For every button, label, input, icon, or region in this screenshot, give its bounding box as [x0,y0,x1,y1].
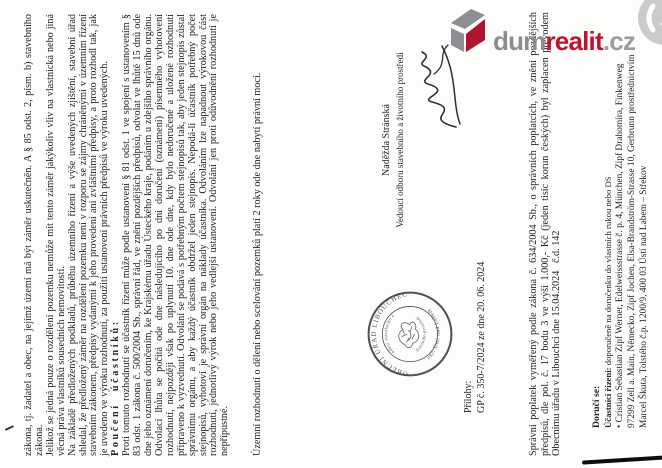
svg-text:okr. Ústí nad Labem [426,307,442,361]
participants-note: doporučeně na doručenku do vlastních rukou nebo DS [602,176,613,368]
attachments-block [463,262,488,413]
svg-text:odbor stavebního a [383,313,395,355]
logo-wordmark [493,28,635,54]
document-body [24,14,264,456]
attachments-label: Přílohy: [463,380,474,413]
stamp-text-department-2: životního prostředí [414,315,427,353]
stamp-text-authority: OBECNÍ ÚŘAD LIBOUCHEC [370,290,409,378]
paragraph-conclusion: Na základě předložených podkladů, průběhu územního řízení a výše uvedených zjištění, stavební úřad shledal, že předložený záměr na rozdělení pozemku není v rozporu se zájmy chráněnými v územním řízení stavebním zákonem, předpisy vydanými k jeho provedení ani zvláštními předpisy, a proto rozhodl tak, jak je uvedeno ve výroku rozhodnutí, za použití ustanovení právních předpisů ve výroku uvedených. [66,14,111,456]
delivery-recipient-line-2: 97299 Zell a. Main, Německo, Zipf Jochen, Elsa-Brandström-Strasse 10, Gerbrunn prostřednictvím [627,54,638,428]
fee-note: Správní poplatek vyměřený podle zákona č. 634/2004 Sb., o správních poplatcích, ve znění pozdějších předpisů, dle pol. č. 17 bodu 3 ve výši 1.000,- Kč (jeden tisíc korun českých) byl zaplacen převodem Obecnímu úřadu v Libouchci dne 15.04.2024 č.d. 142 [528,12,563,456]
paragraph-appeal-instructions: Proti tomuto rozhodnutí se účastník řízení může podle ustanovení § 81 odst. 1 ve spojení s ustanovením § 83 odst. 1 zákona č. 500/2004 Sb., správní řád, ve znění pozdějších předpisů, odvolat ve lhůtě 15 dnů ode dne jeho oznámení doručením, ke Krajskému úřadu Ústeckého kraje, podáním u zdejšího správního orgánu. Odvolací lhůta se počítá ode dne následujícího po dni doručení (oznámení) písemného vyhotovení rozhodnutí, nejpozději však po uplynutí 10. dne ode dne, kdy bylo nedoručené a uložené rozhodnutí připraveno k vyzvednutí. Odvolání se podává s potřebným počtem stejnopisů tak, aby jeden stejnopis zůstal správnímu orgánu, a aby každý účastník obdržel jeden stejnopis. Nepodá-li účastník potřebný počet stejnopisů, vyhotoví je správní orgán na náklady účastníka. Odvoláním lze napadnout výrokovou část rozhodnutí, jednotlivý výrok nebo jeho vedlejší ustanovení. Odvolání jen proti odůvodnění rozhodnutí je nepřípustné. [121,14,231,456]
logo-part-cz: .cz [602,26,636,56]
attachments-value: GP č. 350-7/2024 ze dne 20. 06. 2024 [475,261,487,413]
participants-label: Účastníci řízení: [602,367,613,428]
signatory-title: Vedoucí odboru stavebního a životního prostředí [395,52,405,228]
stamp-text-district: okr. Ústí nad Labem [425,306,442,362]
paragraph-ownership: Jelikož se jedná pouze o rozdělení pozemku nemůže mít tento záměr jakýkoliv vliv na vlastnická nebo jiná věcná práva vlastníků sousedních nemovitostí. [44,14,67,456]
dumrealit-logo [449,5,635,54]
svg-text:OBECNÍ ÚŘAD LIBOUCHEC [371,291,409,377]
stamp-emblem [399,322,419,347]
watermark-badge-icon [633,0,662,52]
logo-part-dum: dum [493,26,546,56]
delivery-participants-line [603,6,616,428]
paragraph-validity: Územní rozhodnutí o dělení nebo scelování pozemků platí 2 roky ode dne nabytí právní moci. [252,72,264,456]
official-round-stamp [364,288,456,380]
cube-3d-icon [449,5,487,53]
svg-text:životního prostředí [414,315,426,353]
paragraph-continuation: zákona, tj. žadatel a obec, na jejímž území má být záměr uskutečněn. A § 85 odst. 2, písm. b) stavebního zákona. [23,14,45,456]
logo-part-realit: realit [545,26,603,56]
signatory-name: Naděžda Stránská [381,104,392,176]
signature-block [381,36,405,244]
delivery-recipient-line-3: Marcel Škuta, Tolstého č.p. 1200/9, 400 03 Ústí nad Labem – Střekov [638,165,649,428]
delivery-heading: Doručí se: [591,385,602,428]
section-heading-pouceni: Poučení účastníků: [110,319,122,456]
delivery-recipient-line-1: • Cristian Sebastian Zipf Werner, Edelweissstrasse č. p. 4, München, Zipf Drahomíra, Finkenweg [615,63,626,428]
stamp-text-department-1: odbor stavebního a [382,313,396,355]
delivery-block [591,6,651,428]
